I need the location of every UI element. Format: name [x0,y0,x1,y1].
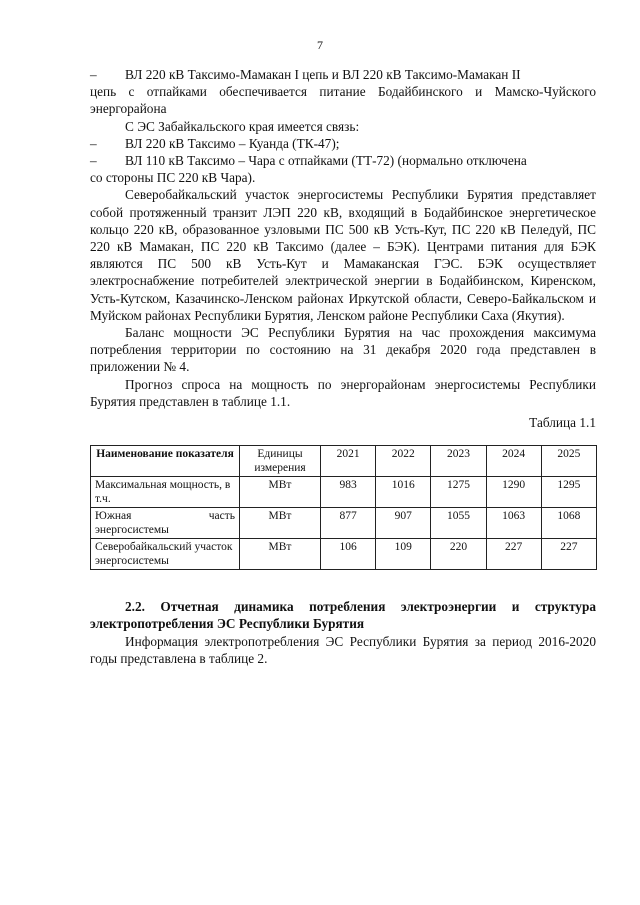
table-row [91,477,597,508]
table-cell: 109 [376,539,431,570]
row-name: Северобайкальский участок энергосистемы [91,539,240,570]
row-name-part: энергосистемы [95,524,169,537]
table-caption: Таблица 1.1 [529,415,596,431]
forecast-table [90,445,597,570]
paragraph: Северобайкальский участок энергосистемы Республики Бурятия представляет собой протяженный транзит ЛЭП 220 кВ, входящий в Бодайбинское энергетическое кольцо 220 кВ, образованное узловыми ПС 500 кВ Усть-Кут, ПС 220 кВ Пеледуй, ПС 220 кВ Мамакан, ПС 220 кВ Таксимо (далее – БЭК). Центрами питания для БЭК являются ПС 500 кВ Усть-Кут и Мамаканская ГЭС. БЭК осуществляет электроснабжение потребителей электрической энергии в Бодайбинском, Киренском, Усть-Кутском, Казачинско-Ленском районах Иркутской области, Северо-Байкальском и Муйском районах Республики Бурятия, Ленском районе Республики Саха (Якутия). [90,187,596,323]
table-cell: 1055 [431,508,486,539]
table-header-row [91,446,597,477]
header-name: Наименование показателя [91,446,240,477]
list-item-text: ВЛ 220 кВ Таксимо-Мамакан I цепь и ВЛ 220 кВ Таксимо-Мамакан II [125,67,521,82]
page-number: 7 [317,38,323,52]
header-year: 2025 [541,446,596,477]
list-item-continuation: со стороны ПС 220 кВ Чара). [90,170,256,186]
row-name-part: Южная [95,510,132,523]
table-cell: 227 [486,539,541,570]
table-cell: 1290 [486,477,541,508]
paragraph: Прогноз спроса на мощность по энергорайонам энергосистемы Республики Бурятия представлен в таблице 1.1. [90,376,596,409]
list-item [90,66,596,83]
table-cell: 907 [376,508,431,539]
table-cell: 106 [321,539,376,570]
dash-marker: – [90,67,97,82]
list-item-text: ВЛ 110 кВ Таксимо – Чара с отпайками (ТТ-72) (нормально отключена [125,153,527,169]
row-unit: МВт [240,508,321,539]
table-cell: 220 [431,539,486,570]
list-item-text: ВЛ 220 кВ Таксимо – Куанда (ТК-47); [125,135,340,151]
table-cell: 1063 [486,508,541,539]
header-year: 2024 [486,446,541,477]
row-name [91,508,240,539]
dash-marker: – [90,135,97,151]
table-cell: 983 [321,477,376,508]
row-unit: МВт [240,477,321,508]
paragraph: Информация электропотребления ЭС Республики Бурятия за период 2016-2020 годы представлена в таблице 2. [90,633,596,666]
table-cell: 1068 [541,508,596,539]
table-cell: 877 [321,508,376,539]
row-name: Максимальная мощность, в т.ч. [91,477,240,508]
row-name-part: часть [208,510,235,523]
paragraph: С ЭС Забайкальского края имеется связь: [125,118,360,134]
table-cell: 227 [541,539,596,570]
table-cell: 1275 [431,477,486,508]
table-cell: 1295 [541,477,596,508]
row-unit: МВт [240,539,321,570]
header-year: 2021 [321,446,376,477]
header-year: 2022 [376,446,431,477]
header-year: 2023 [431,446,486,477]
list-item-continuation: цепь с отпайками обеспечивается питание Бодайбинского и Мамско-Чуйского энергорайона [90,84,596,117]
row-name-line [95,509,235,523]
table-cell: 1016 [376,477,431,508]
paragraph: Баланс мощности ЭС Республики Бурятия на час прохождения максимума потребления территории по состоянию на 31 декабря 2020 года представлен в приложении № 4. [90,325,596,375]
table-row [91,539,597,570]
list-item [90,135,596,152]
header-unit: Единицы измерения [240,446,321,477]
table-row [91,508,597,539]
dash-marker: – [90,153,97,169]
list-item [90,152,596,169]
document-body [90,66,596,667]
section-heading: 2.2. Отчетная динамика потребления электроэнергии и структура электропотребления ЭС Республики Бурятия [90,599,596,632]
